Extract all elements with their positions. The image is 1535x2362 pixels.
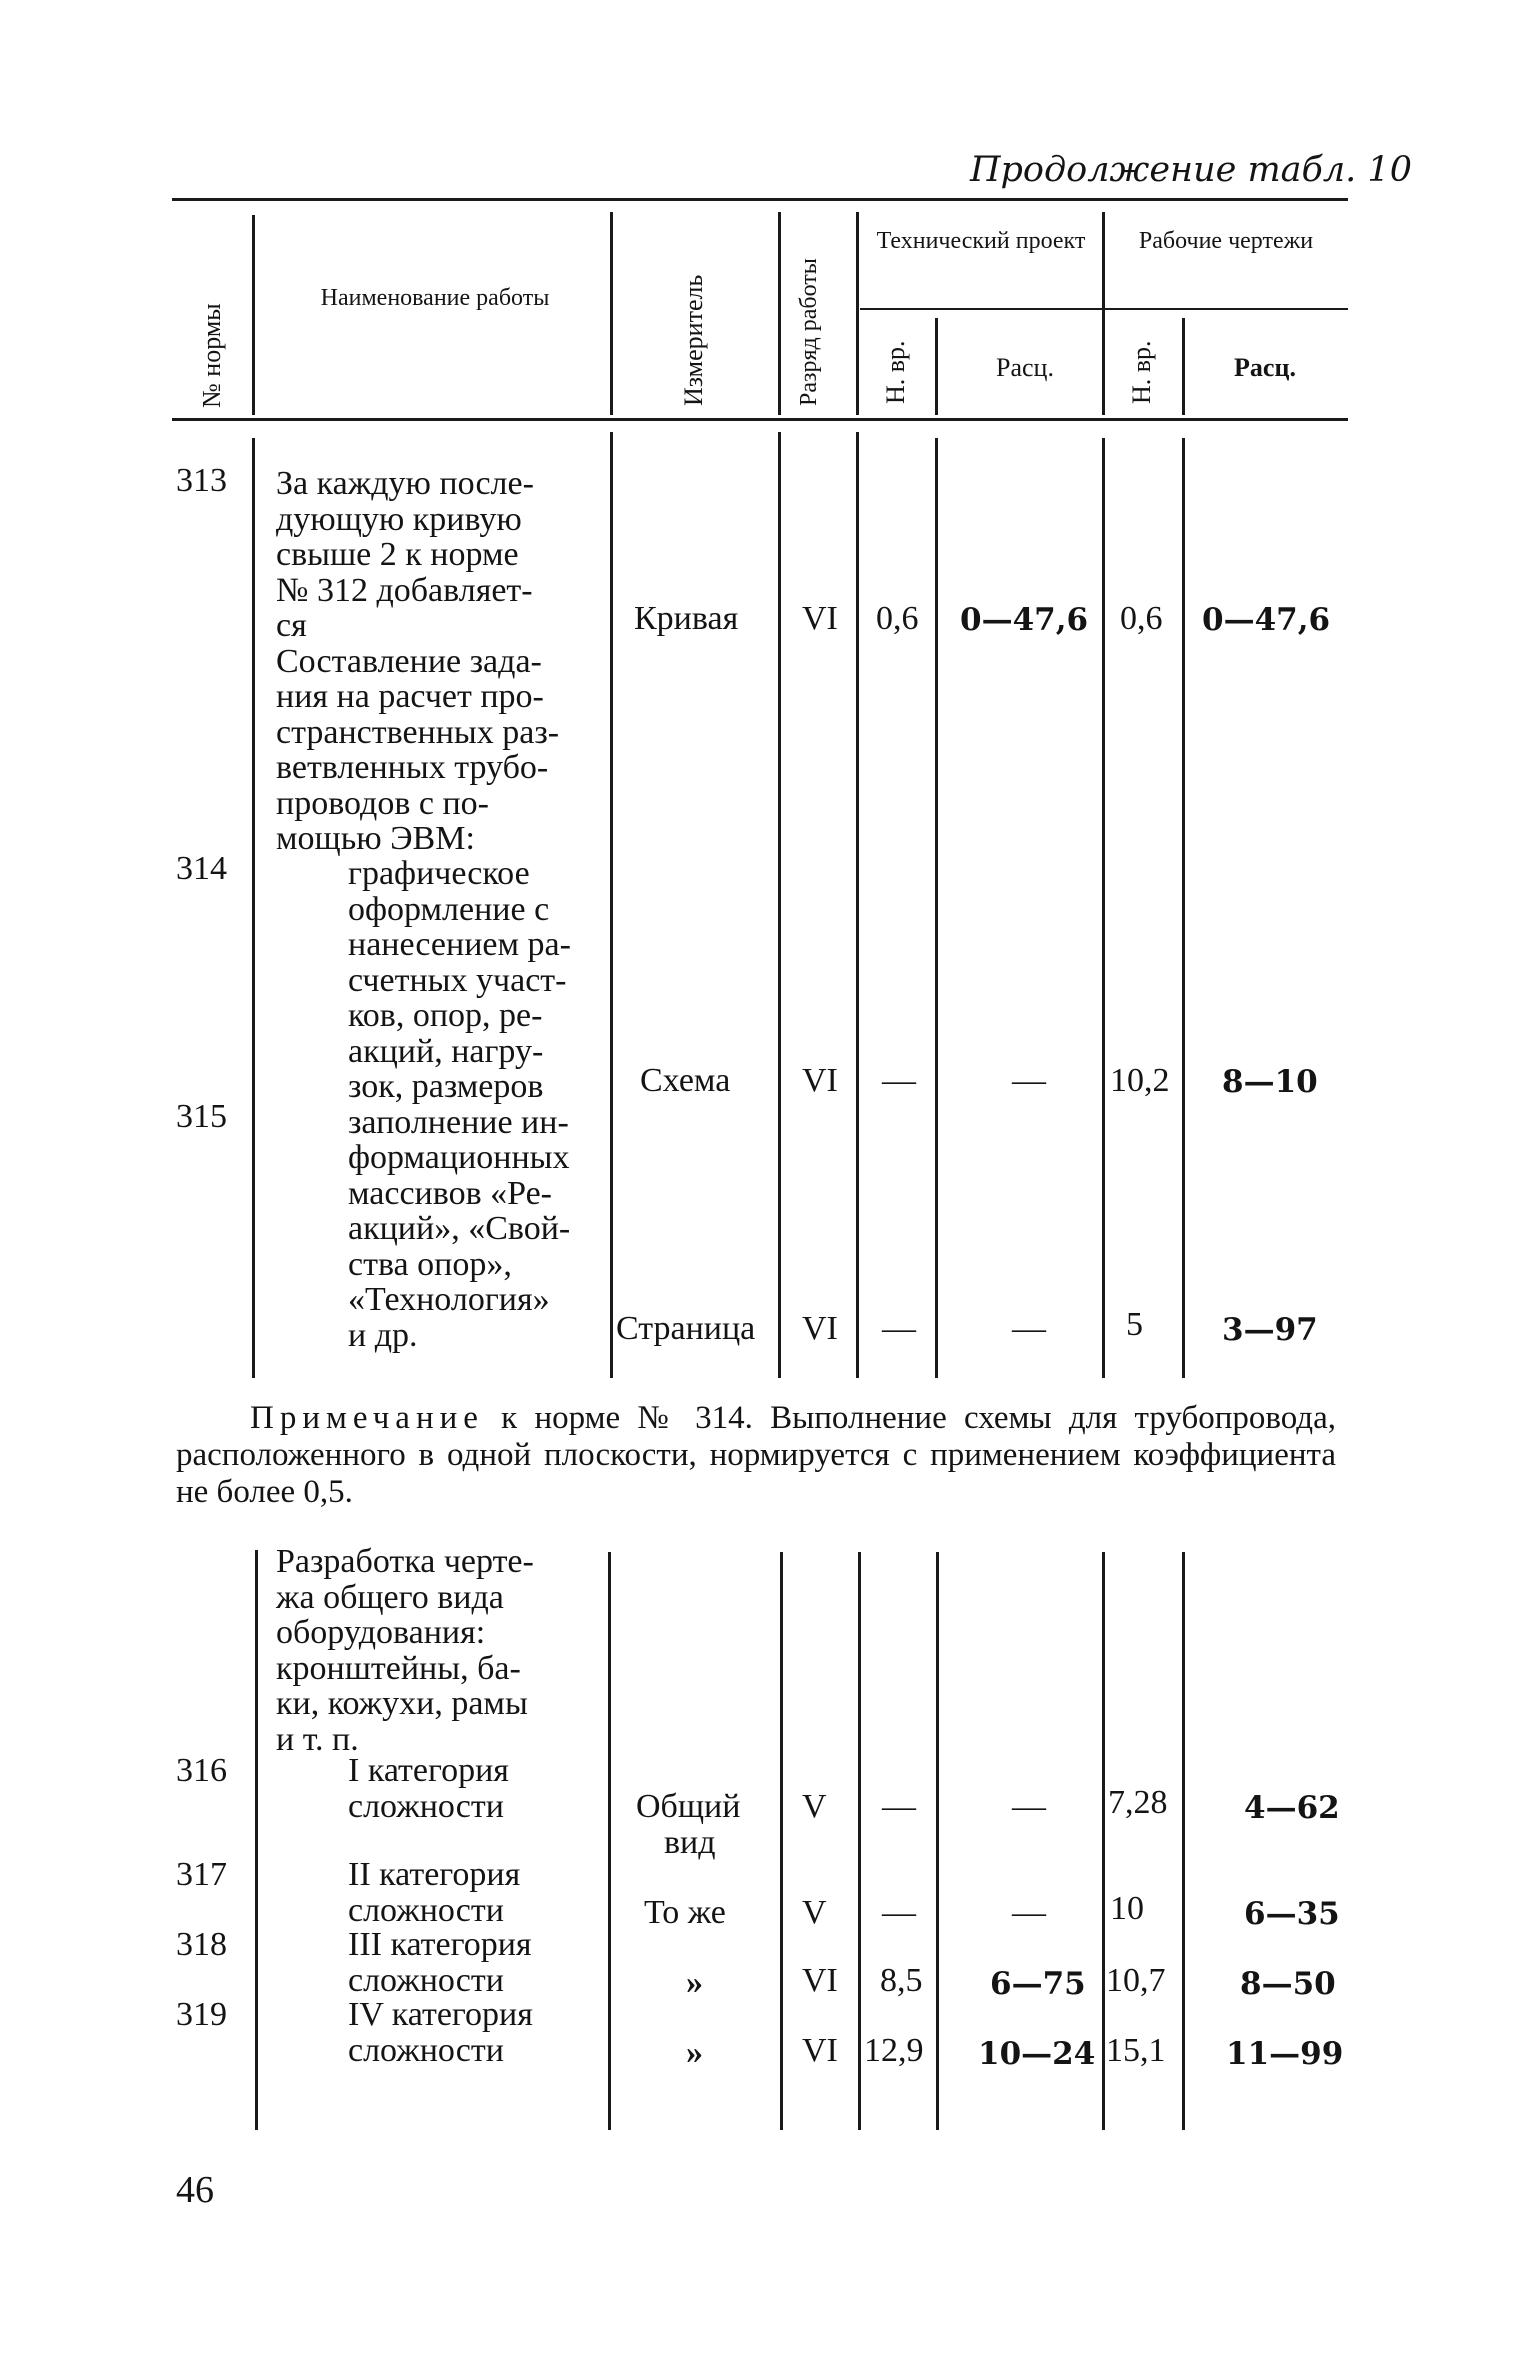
table-caption: Продолжение табл. 10: [970, 150, 1412, 190]
unit-cell: вид: [664, 1824, 716, 1861]
tech-time-cell: 0,6: [876, 600, 919, 637]
header-divider: [610, 212, 613, 415]
work-calc-cell: 8—10: [1222, 1064, 1318, 1100]
table-note: [176, 1400, 1336, 1511]
tech-calc-cell: 10—24: [978, 2036, 1096, 2072]
work-time-cell: 10,2: [1110, 1062, 1170, 1099]
name-line: Составление зада-: [276, 642, 542, 680]
name-line: проводов с по-: [276, 784, 489, 822]
body-divider: [1182, 1552, 1185, 2130]
norm-number: 317: [176, 1856, 227, 1893]
body-divider: [780, 1552, 783, 2130]
body-divider: [610, 432, 613, 1378]
name-line: и др.: [348, 1316, 418, 1354]
work-name-313: [276, 466, 600, 857]
category-label: сложности: [348, 1892, 504, 1929]
name-line: свыше 2 к норме: [276, 536, 519, 573]
work-name-drawing-intro: [276, 1544, 600, 1757]
category-label: II категория: [348, 1856, 521, 1893]
name-line: ния на расчет про-: [276, 678, 544, 715]
name-line: акций, нагру-: [348, 1032, 544, 1070]
tech-time-cell: —: [882, 1310, 916, 1347]
rank-cell: VI: [802, 1062, 838, 1099]
norm-number: 318: [176, 1926, 227, 1963]
body-divider: [255, 1550, 258, 2130]
tech-calc-cell: —: [1012, 1894, 1046, 1931]
name-line: ки, кожухи, рамы: [276, 1685, 528, 1722]
tech-time-cell: 8,5: [880, 1962, 923, 1999]
work-calc-cell: 0—47,6: [1202, 602, 1331, 638]
header-divider: [1102, 212, 1105, 415]
body-divider: [1102, 438, 1105, 1378]
work-calc-cell: 8—50: [1240, 1966, 1336, 2002]
note-text: к норме № 314. Выполнение схемы для трубопровода, расположенного в одной плоскости, нормируется с применением коэффициента не более 0,5.: [176, 1400, 1336, 1510]
header-working-drawings: Рабочие чертежи: [1138, 228, 1314, 254]
unit-cell: Общий: [636, 1788, 741, 1825]
name-line: «Технология»: [348, 1281, 550, 1318]
header-tech-calc: Расц.: [996, 353, 1054, 382]
norm-number: 314: [176, 850, 227, 887]
header-divider: [856, 212, 859, 415]
name-line: нанесением ра-: [348, 926, 571, 963]
name-line: массивов «Ре-: [348, 1174, 552, 1212]
header-divider: [778, 212, 781, 415]
unit-ditto: »: [686, 1964, 703, 2001]
header-top-rule: [172, 198, 1348, 201]
category-label: IV категория: [348, 1996, 533, 2033]
category-label: I категория: [348, 1752, 509, 1789]
body-divider: [936, 1552, 939, 2130]
name-line: оборудования:: [276, 1614, 486, 1651]
name-line: ства опор»,: [348, 1245, 512, 1283]
rank-cell: VI: [802, 1962, 838, 1999]
tech-time-cell: —: [882, 1788, 916, 1825]
body-divider: [935, 438, 938, 1378]
work-time-cell: 15,1: [1106, 2032, 1166, 2069]
name-line: графическое: [348, 855, 530, 892]
header-divider: [1182, 318, 1185, 415]
name-line: акций», «Свой-: [348, 1210, 571, 1247]
note-lead: Примечание: [250, 1400, 484, 1436]
norm-number: 316: [176, 1752, 227, 1789]
name-line: заполнение ин-: [348, 1103, 569, 1141]
header-bottom-rule: [172, 418, 1348, 421]
category-label: сложности: [348, 1962, 504, 1999]
work-time-cell: 10,7: [1106, 1962, 1166, 1999]
name-line: № 312 добавляет-: [276, 571, 533, 609]
body-divider: [1102, 1552, 1105, 2130]
name-line: счетных участ-: [348, 961, 567, 999]
rank-cell: VI: [802, 600, 838, 637]
name-line: ся: [276, 607, 307, 644]
body-divider: [858, 1552, 861, 2130]
unit-cell: То же: [644, 1894, 726, 1931]
work-time-cell: 10: [1110, 1890, 1144, 1927]
rank-cell: VI: [802, 1310, 838, 1347]
tech-time-cell: —: [882, 1062, 916, 1099]
body-divider: [778, 432, 781, 1378]
rank-cell: V: [802, 1788, 827, 1825]
header-unit: Измеритель: [679, 274, 708, 406]
work-name-subitems: [348, 856, 600, 1353]
rank-cell: V: [802, 1894, 827, 1931]
name-line: Разработка черте-: [276, 1543, 534, 1580]
name-line: зок, размеров: [348, 1068, 544, 1105]
work-calc-cell: 3—97: [1222, 1312, 1318, 1348]
name-line: странственных раз-: [276, 713, 560, 751]
header-tech-project: Технический проект: [876, 228, 1086, 254]
header-rank: Разряд работы: [796, 258, 822, 406]
body-divider: [856, 432, 859, 1378]
work-time-cell: 5: [1126, 1306, 1143, 1343]
name-line: и т. п.: [276, 1720, 359, 1758]
header-norm-number: № нормы: [197, 303, 226, 408]
norm-number: 319: [176, 1996, 227, 2033]
name-line: мощью ЭВМ:: [276, 820, 475, 857]
name-line: За каждую после-: [276, 465, 534, 502]
name-line: оформление с: [348, 890, 550, 928]
category-label: сложности: [348, 1788, 504, 1825]
name-line: ветвленных трубо-: [276, 749, 549, 786]
norm-number: 315: [176, 1098, 227, 1135]
body-divider: [608, 1552, 611, 2130]
tech-calc-cell: 0—47,6: [960, 602, 1089, 638]
header-work-time: Н. вр.: [1127, 340, 1156, 404]
tech-time-cell: —: [882, 1894, 916, 1931]
name-line: кронштейны, ба-: [276, 1649, 521, 1687]
page-number: 46: [176, 2169, 214, 2211]
tech-time-cell: 12,9: [864, 2032, 924, 2069]
unit-cell: Страница: [616, 1310, 756, 1347]
tech-calc-cell: —: [1012, 1062, 1046, 1099]
body-divider: [1182, 438, 1185, 1378]
work-time-cell: 7,28: [1108, 1784, 1168, 1821]
rank-cell: VI: [802, 2032, 838, 2069]
tech-calc-cell: 6—75: [990, 1966, 1086, 2002]
name-line: формационных: [348, 1139, 570, 1176]
unit-cell: Схема: [640, 1062, 731, 1099]
tech-calc-cell: —: [1012, 1788, 1046, 1825]
header-tech-time: Н. вр.: [881, 340, 910, 404]
header-work-name: Наименование работы: [320, 285, 550, 311]
header-divider: [252, 215, 255, 415]
name-line: жа общего вида: [276, 1578, 504, 1616]
category-label: III категория: [348, 1926, 532, 1963]
header-work-calc: Расц.: [1234, 353, 1296, 382]
unit-cell: Кривая: [634, 600, 739, 637]
norm-number: 313: [176, 462, 227, 499]
work-calc-cell: 6—35: [1244, 1896, 1340, 1932]
name-line: дующую кривую: [276, 500, 522, 538]
work-calc-cell: 4—62: [1244, 1790, 1340, 1826]
name-line: ков, опор, ре-: [348, 997, 543, 1034]
tech-calc-cell: —: [1012, 1310, 1046, 1347]
header-divider: [935, 318, 938, 415]
work-time-cell: 0,6: [1120, 600, 1163, 637]
unit-ditto: »: [686, 2034, 703, 2071]
work-calc-cell: 11—99: [1226, 2036, 1344, 2072]
body-divider: [252, 438, 255, 1378]
category-label: сложности: [348, 2032, 504, 2069]
